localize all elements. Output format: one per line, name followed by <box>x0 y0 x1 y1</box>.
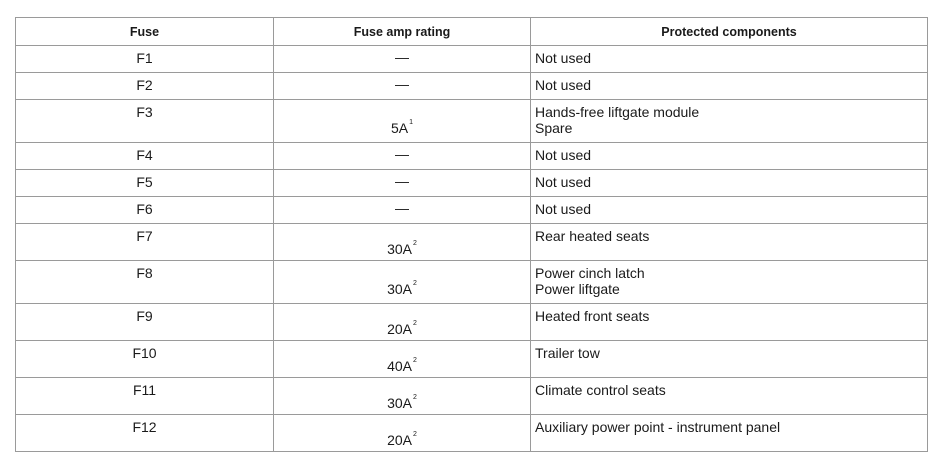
protected-components-cell <box>531 143 928 170</box>
fuse-id: F8 <box>136 265 153 281</box>
table-row <box>16 100 928 143</box>
component-name: Heated front seats <box>535 308 650 324</box>
fuse-id: F10 <box>132 345 157 361</box>
fuse-id: F12 <box>132 419 157 435</box>
component-name: Not used <box>535 201 592 217</box>
protected-components-cell <box>531 415 928 452</box>
table-row <box>16 224 928 261</box>
amp-rating: 5A <box>390 119 409 136</box>
amp-rating: 30A <box>387 394 412 411</box>
fuse-id: F3 <box>136 104 153 120</box>
amp-rating-cell <box>274 415 531 452</box>
column-header-fuse: Fuse <box>16 18 274 46</box>
amp-rating-cell <box>274 378 531 415</box>
header-row <box>16 18 928 46</box>
protected-components-cell <box>531 170 928 197</box>
fuse-id-cell <box>16 100 274 143</box>
protected-components-cell <box>531 224 928 261</box>
fuse-id-cell <box>16 73 274 100</box>
fuse-id-cell <box>16 378 274 415</box>
amp-rating-cell <box>274 170 531 197</box>
fuse-id: F1 <box>136 50 153 66</box>
table-row <box>16 46 928 73</box>
fuse-id-cell <box>16 415 274 452</box>
component-name: Climate control seats <box>535 382 666 398</box>
table-body <box>16 46 928 452</box>
amp-rating: — <box>395 173 409 189</box>
component-name: Auxiliary power point - instrument panel <box>535 419 781 435</box>
footnote-marker: 2 <box>413 319 417 327</box>
fuse-id-cell <box>16 261 274 304</box>
table-row <box>16 261 928 304</box>
component-name: Not used <box>535 50 592 66</box>
table-row <box>16 415 928 452</box>
amp-rating-cell <box>274 224 531 261</box>
amp-rating: 30A <box>387 240 412 257</box>
fuse-id: F7 <box>136 228 153 244</box>
component-name: Trailer tow <box>535 345 600 361</box>
amp-rating-cell <box>274 73 531 100</box>
component-name: Not used <box>535 147 592 163</box>
amp-rating-cell <box>274 197 531 224</box>
amp-rating: 40A <box>387 357 412 374</box>
protected-components-cell <box>531 73 928 100</box>
protected-components-cell <box>531 197 928 224</box>
amp-rating-cell <box>274 46 531 73</box>
footnote-marker: 2 <box>413 356 417 364</box>
column-header-protected-components: Protected components <box>531 18 928 46</box>
protected-components-cell <box>531 100 928 143</box>
table-row <box>16 170 928 197</box>
fuse-id-cell <box>16 197 274 224</box>
fuse-id-cell <box>16 224 274 261</box>
footnote-marker: 2 <box>413 239 417 247</box>
amp-rating-cell <box>274 341 531 378</box>
footnote-marker: 1 <box>409 118 414 126</box>
table-row <box>16 341 928 378</box>
footnote-marker: 2 <box>413 279 417 287</box>
amp-rating: 30A <box>387 280 412 297</box>
amp-rating: — <box>395 76 409 92</box>
fuse-id: F9 <box>136 308 153 324</box>
protected-components-cell <box>531 46 928 73</box>
column-header-amp-rating: Fuse amp rating <box>274 18 531 46</box>
fuse-id: F2 <box>136 77 153 93</box>
table-row <box>16 304 928 341</box>
table-row <box>16 143 928 170</box>
component-name: Not used <box>535 174 592 190</box>
protected-components-cell <box>531 378 928 415</box>
amp-rating: — <box>395 49 409 65</box>
fuse-id-cell <box>16 143 274 170</box>
fuse-id: F11 <box>132 382 157 398</box>
footnote-marker: 2 <box>413 430 417 438</box>
amp-rating-cell <box>274 143 531 170</box>
fuse-id: F6 <box>136 201 153 217</box>
component-name: Power cinch latch <box>535 265 645 281</box>
amp-rating-cell <box>274 304 531 341</box>
amp-rating: — <box>395 200 409 216</box>
fuse-id-cell <box>16 304 274 341</box>
amp-rating: 20A <box>387 431 412 448</box>
table-row <box>16 73 928 100</box>
fuse-table <box>15 17 928 452</box>
table-row <box>16 378 928 415</box>
fuse-id-cell <box>16 341 274 378</box>
fuse-id: F4 <box>136 147 153 163</box>
protected-components-cell <box>531 341 928 378</box>
protected-components-cell <box>531 261 928 304</box>
fuse-id-cell <box>16 170 274 197</box>
footnote-marker: 2 <box>413 393 417 401</box>
component-name: Not used <box>535 77 592 93</box>
table-row <box>16 197 928 224</box>
component-name: Power liftgate <box>535 281 620 297</box>
fuse-id: F5 <box>136 174 153 190</box>
fuse-id-cell <box>16 46 274 73</box>
component-name: Rear heated seats <box>535 228 650 244</box>
component-name: Spare <box>535 120 573 136</box>
protected-components-cell <box>531 304 928 341</box>
amp-rating-cell <box>274 100 531 143</box>
amp-rating: — <box>395 146 409 162</box>
component-name: Hands-free liftgate module <box>535 104 700 120</box>
amp-rating: 20A <box>387 320 412 337</box>
amp-rating-cell <box>274 261 531 304</box>
